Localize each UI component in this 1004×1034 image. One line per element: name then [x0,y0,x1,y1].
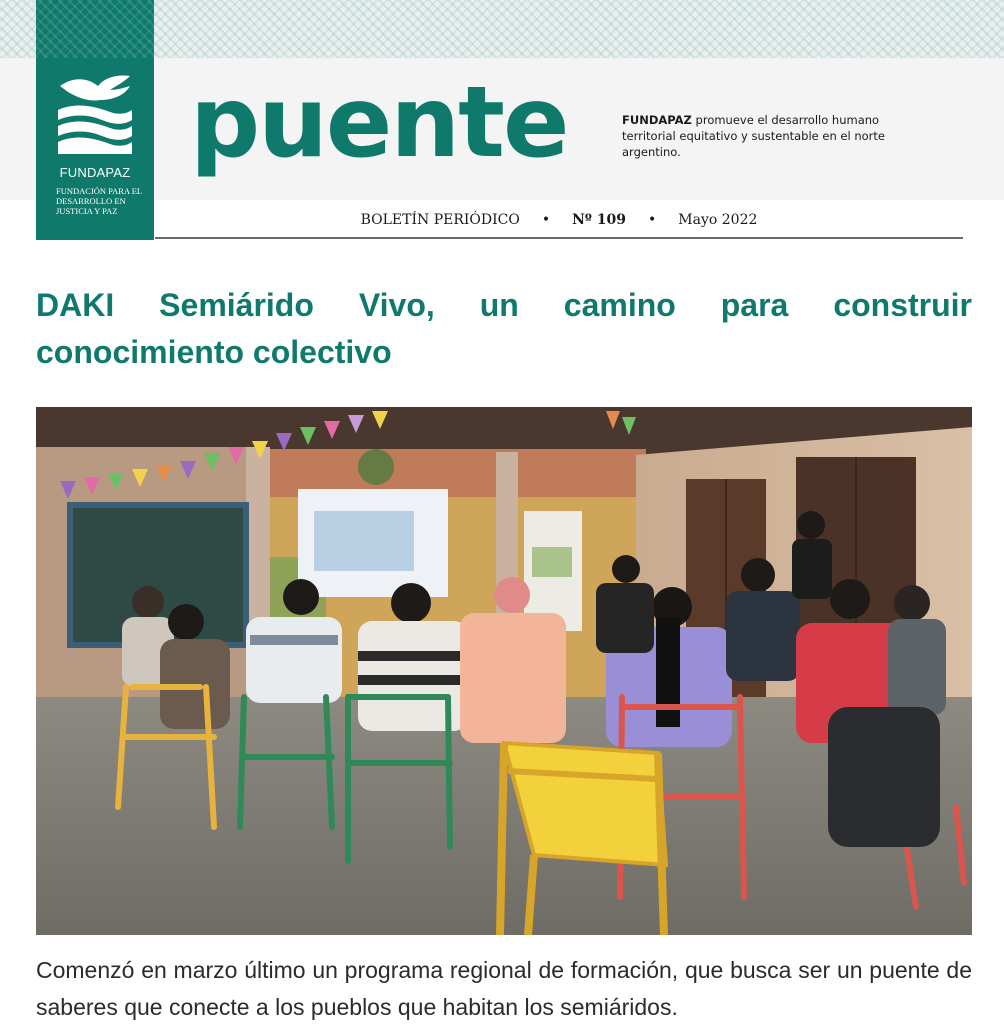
newsletter-title: puente [190,66,568,180]
issue-type: BOLETÍN PERIÓDICO [360,212,520,228]
issue-date: Mayo 2022 [678,212,758,228]
tagline-org: FUNDAPAZ [622,113,692,127]
logo-pattern [36,0,154,58]
fundapaz-logo[interactable] [36,0,154,240]
separator-dot: • [648,212,657,228]
separator-dot: • [541,212,551,228]
dove-over-waves-icon [54,72,136,158]
tagline-text: promueve el desarrollo humano territorial equitativo y sustentable en el norte argentino. [622,113,885,159]
backpack [828,707,940,847]
logo-name: FUNDAPAZ [59,165,131,180]
issue-number: Nº 109 [572,212,627,228]
article-photo[interactable] [36,407,972,935]
article-title[interactable]: DAKI Semiárido Vivo, un camino para construir conocimiento colectivo [36,287,972,370]
logo-subtitle: FUNDACIÓN PARA EL DESARROLLO EN JUSTICIA Y PAZ [56,186,142,216]
issue-info [155,203,963,239]
tagline [622,112,922,160]
article-intro: Comenzó en marzo último un programa regional de formación, que busca ser un puente de saberes que conecte a los pueblos que habitan los semiáridos. [36,957,972,1020]
